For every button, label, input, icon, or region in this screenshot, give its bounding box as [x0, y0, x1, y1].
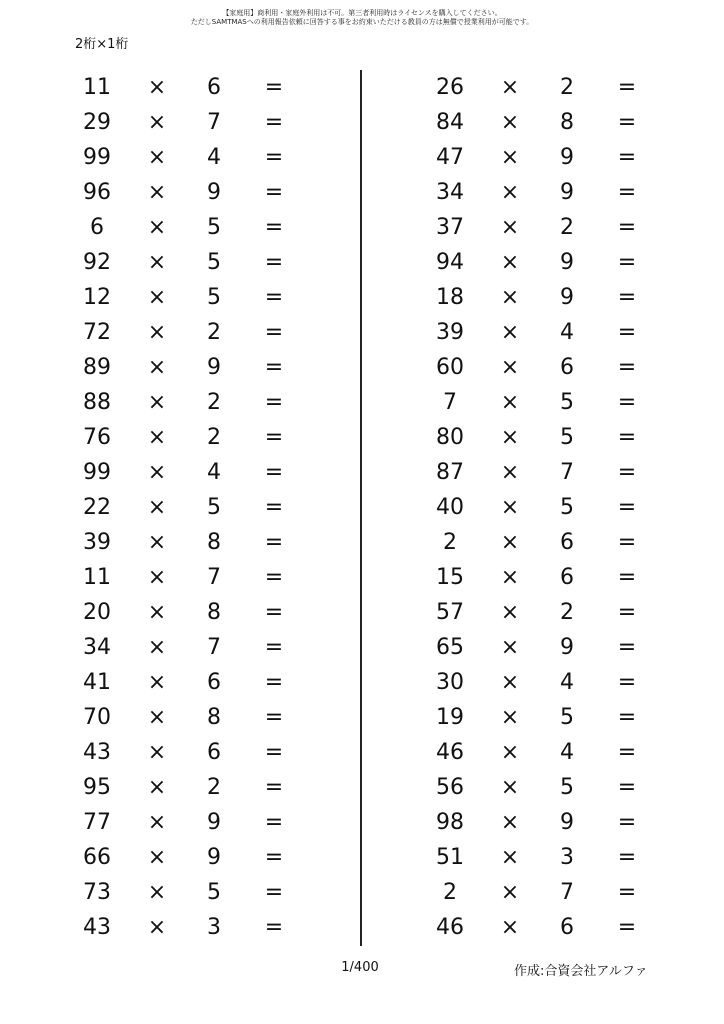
- multiplier: 3: [560, 845, 574, 870]
- multiplicand: 2: [443, 880, 457, 905]
- multiplier: 2: [560, 600, 574, 625]
- problem-row: [415, 735, 695, 770]
- multiplicand: 34: [436, 180, 464, 205]
- problem-row: [62, 735, 342, 770]
- problem-row: [62, 210, 342, 245]
- multiply-sign: ×: [147, 250, 167, 275]
- multiply-sign: ×: [147, 530, 167, 555]
- multiplicand: 43: [83, 740, 111, 765]
- problem-row: [62, 630, 342, 665]
- equals-sign: =: [264, 810, 284, 835]
- problem-row: [62, 700, 342, 735]
- multiplier: 5: [207, 250, 221, 275]
- multiplicand: 94: [436, 250, 464, 275]
- multiplier: 6: [207, 75, 221, 100]
- problem-row: [62, 140, 342, 175]
- multiply-sign: ×: [500, 75, 520, 100]
- multiplier: 9: [560, 285, 574, 310]
- multiplier: 3: [207, 915, 221, 940]
- equals-sign: =: [264, 565, 284, 590]
- multiply-sign: ×: [500, 250, 520, 275]
- author-credit: 作成:合資会社アルファ: [514, 964, 648, 979]
- equals-sign: =: [264, 845, 284, 870]
- multiplicand: 56: [436, 775, 464, 800]
- equals-sign: =: [617, 215, 637, 240]
- equals-sign: =: [617, 565, 637, 590]
- problem-row: [415, 770, 695, 805]
- equals-sign: =: [264, 75, 284, 100]
- multiplier: 5: [560, 425, 574, 450]
- equals-sign: =: [617, 845, 637, 870]
- multiplier: 7: [207, 635, 221, 660]
- equals-sign: =: [617, 355, 637, 380]
- multiplicand: 99: [83, 460, 111, 485]
- multiplier: 9: [560, 810, 574, 835]
- equals-sign: =: [617, 600, 637, 625]
- multiply-sign: ×: [500, 215, 520, 240]
- multiplier: 4: [560, 670, 574, 695]
- equals-sign: =: [617, 635, 637, 660]
- multiplier: 8: [207, 705, 221, 730]
- equals-sign: =: [264, 600, 284, 625]
- multiplier: 2: [207, 390, 221, 415]
- multiplicand: 99: [83, 145, 111, 170]
- equals-sign: =: [617, 810, 637, 835]
- multiplicand: 30: [436, 670, 464, 695]
- right-problem-column: [415, 70, 695, 945]
- multiplicand: 19: [436, 705, 464, 730]
- problem-row: [62, 595, 342, 630]
- multiplicand: 2: [443, 530, 457, 555]
- multiplicand: 34: [83, 635, 111, 660]
- multiply-sign: ×: [500, 740, 520, 765]
- multiplier: 6: [207, 670, 221, 695]
- equals-sign: =: [264, 635, 284, 660]
- multiply-sign: ×: [500, 180, 520, 205]
- license-notice-line1: 【家庭用】商利用・家庭外利用は不可。第三者利用時はライセンスを購入してください。: [222, 9, 502, 17]
- multiplicand: 15: [436, 565, 464, 590]
- multiplier: 9: [207, 355, 221, 380]
- problem-row: [62, 350, 342, 385]
- problem-row: [62, 105, 342, 140]
- multiply-sign: ×: [500, 390, 520, 415]
- multiplicand: 51: [436, 845, 464, 870]
- multiplicand: 65: [436, 635, 464, 660]
- equals-sign: =: [264, 285, 284, 310]
- equals-sign: =: [264, 320, 284, 345]
- problem-row: [415, 595, 695, 630]
- multiplicand: 73: [83, 880, 111, 905]
- equals-sign: =: [264, 915, 284, 940]
- multiplicand: 29: [83, 110, 111, 135]
- multiplier: 9: [560, 250, 574, 275]
- multiplicand: 66: [83, 845, 111, 870]
- multiply-sign: ×: [147, 600, 167, 625]
- multiply-sign: ×: [147, 915, 167, 940]
- equals-sign: =: [264, 670, 284, 695]
- problem-row: [415, 315, 695, 350]
- equals-sign: =: [617, 320, 637, 345]
- problem-row: [62, 910, 342, 945]
- equals-sign: =: [264, 495, 284, 520]
- multiplier: 2: [560, 75, 574, 100]
- problem-row: [62, 490, 342, 525]
- problem-row: [415, 630, 695, 665]
- problem-row: [415, 700, 695, 735]
- multiplier: 6: [560, 530, 574, 555]
- multiply-sign: ×: [500, 460, 520, 485]
- multiply-sign: ×: [500, 110, 520, 135]
- problem-row: [62, 840, 342, 875]
- multiplicand: 84: [436, 110, 464, 135]
- problem-row: [62, 875, 342, 910]
- multiplier: 8: [560, 110, 574, 135]
- problem-row: [415, 805, 695, 840]
- multiplicand: 11: [83, 565, 111, 590]
- multiplicand: 77: [83, 810, 111, 835]
- multiply-sign: ×: [147, 845, 167, 870]
- multiply-sign: ×: [500, 600, 520, 625]
- problem-row: [415, 280, 695, 315]
- equals-sign: =: [617, 250, 637, 275]
- multiplier: 7: [207, 110, 221, 135]
- problem-row: [415, 910, 695, 945]
- multiplicand: 89: [83, 355, 111, 380]
- multiplier: 5: [560, 775, 574, 800]
- multiply-sign: ×: [147, 810, 167, 835]
- multiplicand: 11: [83, 75, 111, 100]
- multiplier: 4: [560, 740, 574, 765]
- multiply-sign: ×: [147, 145, 167, 170]
- equals-sign: =: [264, 705, 284, 730]
- multiplier: 2: [207, 775, 221, 800]
- multiply-sign: ×: [147, 775, 167, 800]
- multiply-sign: ×: [500, 845, 520, 870]
- multiplier: 8: [207, 530, 221, 555]
- multiplicand: 72: [83, 320, 111, 345]
- multiplier: 6: [560, 565, 574, 590]
- multiply-sign: ×: [147, 425, 167, 450]
- multiply-sign: ×: [500, 635, 520, 660]
- problem-row: [415, 490, 695, 525]
- multiplicand: 96: [83, 180, 111, 205]
- multiply-sign: ×: [500, 495, 520, 520]
- equals-sign: =: [617, 180, 637, 205]
- multiplicand: 26: [436, 75, 464, 100]
- equals-sign: =: [264, 880, 284, 905]
- multiply-sign: ×: [147, 880, 167, 905]
- problem-row: [415, 455, 695, 490]
- equals-sign: =: [617, 495, 637, 520]
- multiplier: 5: [560, 495, 574, 520]
- multiply-sign: ×: [147, 390, 167, 415]
- multiplicand: 37: [436, 215, 464, 240]
- multiplicand: 41: [83, 670, 111, 695]
- multiplicand: 39: [83, 530, 111, 555]
- multiplicand: 47: [436, 145, 464, 170]
- multiply-sign: ×: [500, 565, 520, 590]
- multiplier: 9: [560, 635, 574, 660]
- multiplicand: 46: [436, 740, 464, 765]
- multiply-sign: ×: [500, 285, 520, 310]
- multiply-sign: ×: [147, 285, 167, 310]
- multiply-sign: ×: [147, 355, 167, 380]
- multiply-sign: ×: [500, 425, 520, 450]
- multiplier: 5: [207, 495, 221, 520]
- multiplicand: 40: [436, 495, 464, 520]
- multiplier: 2: [560, 215, 574, 240]
- multiplicand: 80: [436, 425, 464, 450]
- multiplier: 5: [560, 705, 574, 730]
- problem-row: [415, 840, 695, 875]
- equals-sign: =: [617, 285, 637, 310]
- problem-row: [62, 70, 342, 105]
- multiplier: 5: [207, 285, 221, 310]
- multiplicand: 7: [443, 390, 457, 415]
- problem-row: [415, 665, 695, 700]
- multiplicand: 60: [436, 355, 464, 380]
- problem-row: [415, 525, 695, 560]
- equals-sign: =: [264, 740, 284, 765]
- multiplier: 4: [560, 320, 574, 345]
- problem-row: [62, 770, 342, 805]
- problem-row: [415, 875, 695, 910]
- multiplier: 5: [207, 880, 221, 905]
- multiply-sign: ×: [147, 460, 167, 485]
- multiplier: 4: [207, 145, 221, 170]
- multiplier: 6: [560, 355, 574, 380]
- multiply-sign: ×: [147, 180, 167, 205]
- problem-row: [415, 175, 695, 210]
- problem-row: [62, 525, 342, 560]
- problem-row: [62, 245, 342, 280]
- multiply-sign: ×: [147, 565, 167, 590]
- multiply-sign: ×: [500, 355, 520, 380]
- multiply-sign: ×: [500, 705, 520, 730]
- equals-sign: =: [264, 355, 284, 380]
- problem-row: [62, 280, 342, 315]
- problem-row: [415, 210, 695, 245]
- multiplicand: 98: [436, 810, 464, 835]
- equals-sign: =: [264, 250, 284, 275]
- multiplicand: 43: [83, 915, 111, 940]
- multiplicand: 76: [83, 425, 111, 450]
- equals-sign: =: [617, 460, 637, 485]
- problem-row: [415, 385, 695, 420]
- multiplier: 9: [207, 180, 221, 205]
- problem-row: [62, 175, 342, 210]
- multiplicand: 95: [83, 775, 111, 800]
- multiplier: 9: [207, 845, 221, 870]
- equals-sign: =: [617, 390, 637, 415]
- multiplier: 7: [207, 565, 221, 590]
- problem-row: [62, 455, 342, 490]
- multiplicand: 18: [436, 285, 464, 310]
- multiplicand: 70: [83, 705, 111, 730]
- multiply-sign: ×: [500, 670, 520, 695]
- equals-sign: =: [264, 530, 284, 555]
- problem-row: [62, 420, 342, 455]
- multiply-sign: ×: [147, 75, 167, 100]
- multiply-sign: ×: [147, 635, 167, 660]
- equals-sign: =: [264, 110, 284, 135]
- problem-row: [415, 245, 695, 280]
- multiplicand: 39: [436, 320, 464, 345]
- equals-sign: =: [264, 425, 284, 450]
- multiply-sign: ×: [500, 880, 520, 905]
- left-problem-column: [62, 70, 342, 945]
- problem-row: [415, 105, 695, 140]
- license-notice-line2: ただしSAMTMASへの利用報告依頼に回答する事をお約束いただける教員の方は無償で授業利用が可能です。: [190, 18, 534, 26]
- multiplier: 4: [207, 460, 221, 485]
- problem-row: [415, 350, 695, 385]
- multiplicand: 46: [436, 915, 464, 940]
- equals-sign: =: [617, 880, 637, 905]
- multiply-sign: ×: [500, 775, 520, 800]
- problem-row: [62, 315, 342, 350]
- multiply-sign: ×: [500, 320, 520, 345]
- multiplier: 8: [207, 600, 221, 625]
- multiplier: 2: [207, 425, 221, 450]
- equals-sign: =: [264, 215, 284, 240]
- equals-sign: =: [617, 915, 637, 940]
- problem-row: [415, 140, 695, 175]
- equals-sign: =: [617, 740, 637, 765]
- multiply-sign: ×: [147, 740, 167, 765]
- multiplier: 9: [560, 145, 574, 170]
- equals-sign: =: [264, 460, 284, 485]
- equals-sign: =: [617, 75, 637, 100]
- multiplier: 7: [560, 460, 574, 485]
- multiply-sign: ×: [147, 215, 167, 240]
- problem-row: [62, 560, 342, 595]
- multiplier: 2: [207, 320, 221, 345]
- multiplier: 9: [207, 810, 221, 835]
- multiply-sign: ×: [500, 915, 520, 940]
- multiplicand: 88: [83, 390, 111, 415]
- worksheet-title: 2桁×1桁: [75, 37, 129, 52]
- problem-row: [62, 385, 342, 420]
- multiplicand: 22: [83, 495, 111, 520]
- multiplier: 5: [207, 215, 221, 240]
- column-divider: [360, 70, 362, 946]
- multiplicand: 6: [90, 215, 104, 240]
- problem-row: [415, 420, 695, 455]
- multiplicand: 87: [436, 460, 464, 485]
- problem-row: [415, 560, 695, 595]
- multiply-sign: ×: [500, 810, 520, 835]
- multiply-sign: ×: [147, 495, 167, 520]
- multiply-sign: ×: [147, 670, 167, 695]
- equals-sign: =: [617, 670, 637, 695]
- multiplicand: 20: [83, 600, 111, 625]
- page-number: 1/400: [341, 960, 379, 975]
- multiply-sign: ×: [500, 145, 520, 170]
- multiply-sign: ×: [147, 110, 167, 135]
- equals-sign: =: [264, 180, 284, 205]
- equals-sign: =: [264, 390, 284, 415]
- equals-sign: =: [264, 145, 284, 170]
- multiplicand: 92: [83, 250, 111, 275]
- equals-sign: =: [617, 705, 637, 730]
- equals-sign: =: [617, 425, 637, 450]
- multiply-sign: ×: [147, 705, 167, 730]
- equals-sign: =: [617, 775, 637, 800]
- multiplier: 6: [207, 740, 221, 765]
- problem-row: [62, 805, 342, 840]
- equals-sign: =: [617, 530, 637, 555]
- multiplier: 9: [560, 180, 574, 205]
- multiply-sign: ×: [147, 320, 167, 345]
- multiplier: 7: [560, 880, 574, 905]
- equals-sign: =: [264, 775, 284, 800]
- problem-row: [415, 70, 695, 105]
- multiplier: 6: [560, 915, 574, 940]
- equals-sign: =: [617, 110, 637, 135]
- multiplier: 5: [560, 390, 574, 415]
- equals-sign: =: [617, 145, 637, 170]
- multiplicand: 12: [83, 285, 111, 310]
- problem-row: [62, 665, 342, 700]
- multiplicand: 57: [436, 600, 464, 625]
- multiply-sign: ×: [500, 530, 520, 555]
